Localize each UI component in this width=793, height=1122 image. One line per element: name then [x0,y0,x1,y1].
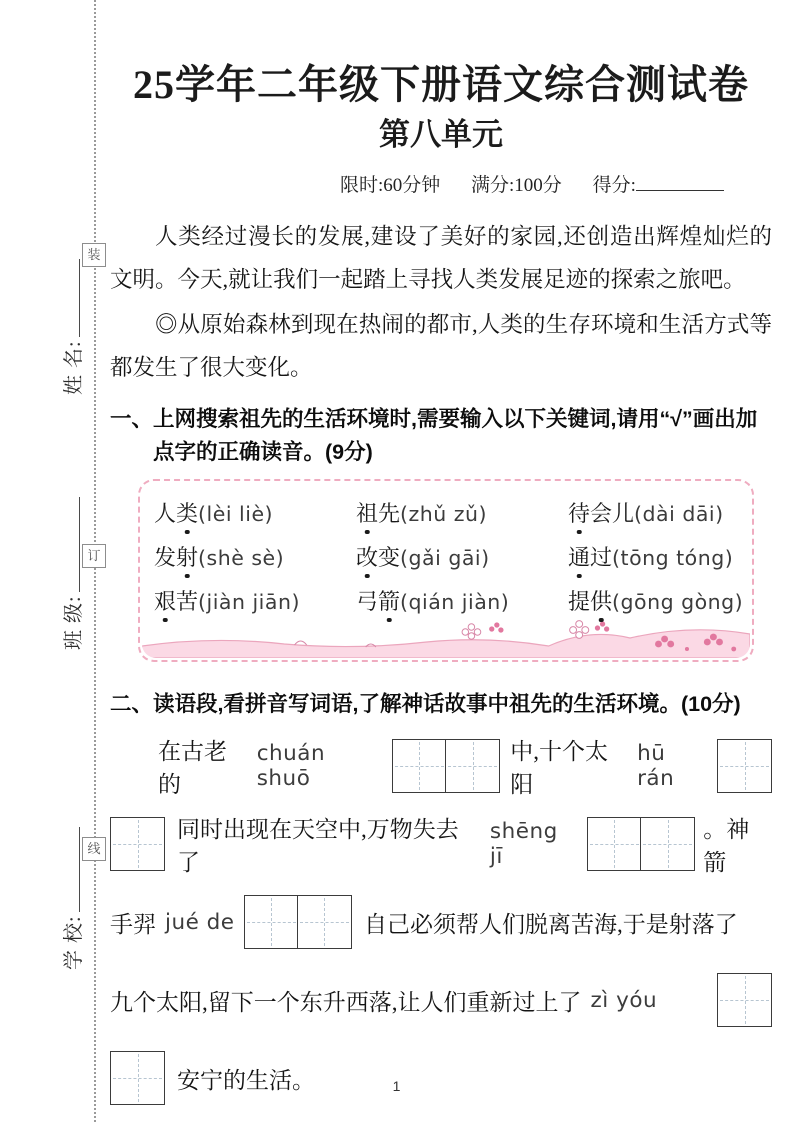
grid-cell[interactable] [110,817,165,871]
question2-text: 读语段,看拼音写词语,了解神话故事中祖先的生活环境。(10分) [153,692,741,716]
passage-line [110,961,772,1039]
pinyin-hint: zì yóu [590,987,658,1013]
word-part: 弓 [356,589,379,614]
passage-line [110,805,772,883]
question2-passage [110,727,772,1117]
dotted-char: 射 [176,541,198,572]
passage-text: 。神箭 [703,817,750,875]
dotted-char: 改 [356,541,378,572]
pinyin-options[interactable]: (lèi liè) [198,502,274,526]
school-blank[interactable] [75,827,80,912]
intro-paragraph: 人类经过漫长的发展,建设了美好的家园,还创造出辉煌灿烂的文明。今天,就让我们一起踏上寻找人类发展足迹的探索之旅吧。 [110,224,772,292]
dotted-char: 待 [568,497,590,528]
pinyin-choice-tigong[interactable] [568,585,752,616]
pinyin-hint: shēng jī [489,819,558,869]
writing-grid[interactable] [717,739,772,793]
grid-cell[interactable] [640,817,695,871]
pinyin-options[interactable]: (shè sè) [198,546,285,570]
passage-text: 自己必须帮人们脱离苦海,于是射落了 [363,911,738,937]
word-part: 先 [378,501,401,526]
score-label: 得分: [592,175,636,196]
word-part: 过 [590,545,613,570]
flower-meadow-decoration [142,616,750,658]
question2-number: 二、 [110,692,154,716]
pinyin-options[interactable]: (gōng gòng) [612,590,744,614]
page-number: 1 [392,1078,401,1094]
grid-cell[interactable] [717,739,772,793]
writing-grid[interactable] [587,817,695,871]
name-field [61,259,87,395]
pinyin-choice-grid [154,497,752,616]
grid-cell[interactable] [392,739,447,793]
grid-cell[interactable] [244,895,299,949]
word-part: 变 [378,545,401,570]
dotted-char: 箭 [378,585,400,616]
passage-text: 在古老的 [158,739,227,797]
writing-grid[interactable] [244,895,352,949]
pinyin-choice-daihuir[interactable] [568,497,752,528]
class-label: 班 级: [63,595,85,650]
unit-subtitle: 第八单元 [379,117,503,152]
passage-text: 安宁的生活。 [177,1067,315,1093]
writing-grid[interactable] [392,739,500,793]
question1-number: 一、 [110,407,154,431]
grid-cell[interactable] [587,817,642,871]
pinyin-options[interactable]: (tōng tóng) [612,546,734,570]
class-blank[interactable] [75,497,80,592]
pinyin-hint: chuán shuō [256,741,326,791]
pinyin-choice-tongguo[interactable] [568,541,752,572]
pinyin-choice-fashe[interactable] [154,541,356,572]
school-label: 学 校: [63,915,85,970]
passage-text: 九个太阳,留下一个东升西落,让人们重新过上了 [110,989,582,1015]
pinyin-choice-gaibian[interactable] [356,541,568,572]
dotted-char: 供 [590,585,612,616]
grid-cell[interactable] [717,973,772,1027]
pinyin-choice-renlei[interactable] [154,497,356,528]
intro-note-paragraph: ◎从原始森林到现在热闹的都市,人类的生存环境和生活方式等都发生了很大变化。 [110,312,772,380]
pinyin-options[interactable]: (dài dāi) [634,502,724,526]
score-blank[interactable] [636,186,724,191]
dotted-char: 通 [568,541,590,572]
pinyin-options[interactable]: (qián jiàn) [400,590,510,614]
name-blank[interactable] [75,259,80,337]
word-part: 苦 [176,589,199,614]
passage-text: 同时出现在天空中,万物失去了 [177,817,459,875]
passage-line [110,727,772,805]
question1-text: 上网搜索祖先的生活环境时,需要输入以下关键词,请用“√”画出加点字的正确读音。(9分) [153,407,758,464]
full-score-label: 满分:100分 [471,175,562,196]
word-part: 提 [568,589,591,614]
pinyin-options[interactable]: (zhǔ zǔ) [400,502,488,526]
exam-info-line [340,170,772,197]
time-limit-label: 限时:60分钟 [340,175,441,196]
pinyin-hint: hū rán [637,741,675,791]
pinyin-options[interactable]: (jiàn jiān) [198,590,300,614]
pinyin-choice-box [138,479,754,662]
dotted-char: 艰 [154,585,176,616]
content-column [110,0,772,1117]
writing-grid[interactable] [110,817,165,871]
word-part: 人 [154,501,177,526]
pinyin-hint: jué de [165,909,235,935]
passage-text: 中,十个太阳 [510,739,609,797]
writing-grid[interactable] [717,973,772,1027]
page-title: 25学年二年级下册语文综合测试卷 [133,62,749,107]
word-part: 发 [154,545,177,570]
question2-heading [110,688,772,721]
passage-line [110,883,772,961]
dotted-char: 类 [176,497,198,528]
pinyin-options[interactable]: (gǎi gāi) [400,546,490,570]
passage-text: 手羿 [110,911,156,937]
name-label: 姓 名: [63,340,85,395]
binding-mark-ding: 订 [82,544,106,568]
grid-cell[interactable] [445,739,500,793]
pinyin-choice-jianku[interactable] [154,585,356,616]
pinyin-choice-gongjian[interactable] [356,585,568,616]
word-part: 会儿 [590,501,635,526]
class-field [61,497,87,650]
binding-mark-xian: 线 [82,837,106,861]
question1-heading [110,403,772,469]
grid-cell[interactable] [297,895,352,949]
dotted-char: 祖 [356,497,378,528]
binding-mark-zhuang: 装 [82,243,106,267]
pinyin-choice-zuxian[interactable] [356,497,568,528]
